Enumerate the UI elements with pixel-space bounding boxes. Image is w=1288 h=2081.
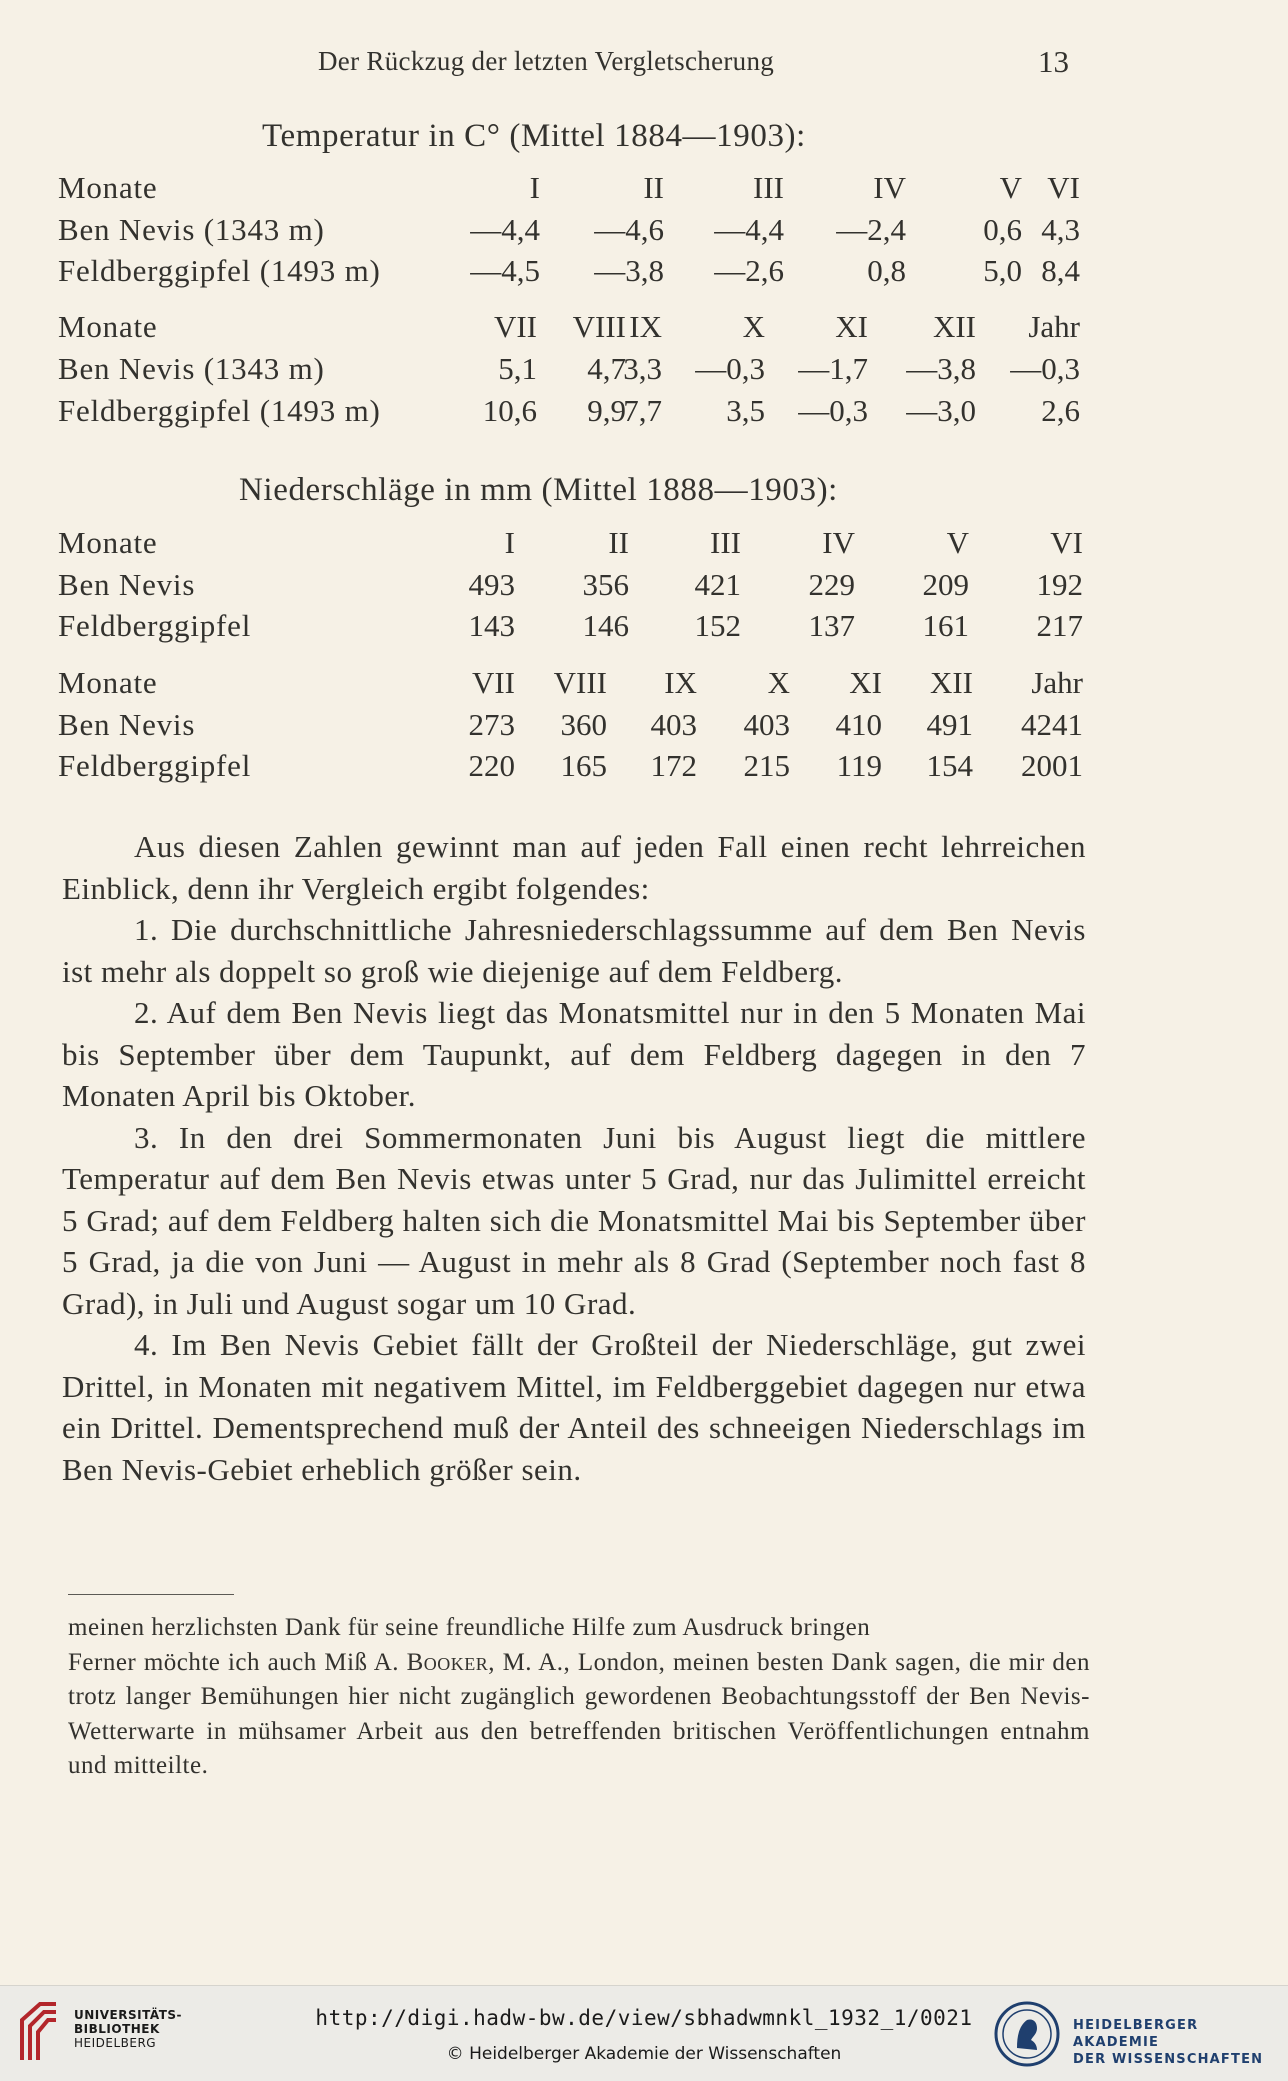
table-row bbox=[0, 393, 1288, 435]
table-cell: —4,4 bbox=[470, 212, 540, 247]
row-label: Ben Nevis bbox=[58, 707, 196, 742]
copyright-text: © Heidelberger Akademie der Wissenschaften bbox=[446, 2044, 842, 2064]
table-row bbox=[0, 707, 1288, 749]
table-cell: X bbox=[742, 309, 765, 344]
temperature-header-row bbox=[0, 309, 1288, 351]
footnote-name: Booker bbox=[406, 1648, 489, 1676]
table-cell: —2,4 bbox=[836, 212, 906, 247]
paragraph: Aus diesen Zahlen gewinnt man auf jeden Fall einen recht lehrreichen Einblick, denn ihr Vergleich ergibt folgendes: bbox=[62, 829, 1086, 906]
table-cell: III bbox=[710, 525, 741, 560]
table-cell: VIII bbox=[553, 665, 607, 700]
table-cell: —4,4 bbox=[714, 212, 784, 247]
table-cell: XI bbox=[835, 309, 868, 344]
table-cell: 0,8 bbox=[867, 253, 906, 288]
table-row bbox=[0, 351, 1288, 393]
table-cell: —0,3 bbox=[1010, 351, 1080, 386]
table-cell: VIII bbox=[572, 309, 626, 344]
table-row bbox=[0, 253, 1288, 295]
table-cell: VII bbox=[493, 309, 537, 344]
table-cell: 229 bbox=[808, 567, 855, 602]
table-cell: —1,7 bbox=[798, 351, 868, 386]
library-name-line: UNIVERSITÄTS- bbox=[74, 2008, 183, 2022]
table-row bbox=[0, 748, 1288, 790]
table-cell: 403 bbox=[650, 707, 697, 742]
running-head bbox=[0, 46, 1288, 86]
table-cell: II bbox=[643, 170, 664, 205]
table-cell: 421 bbox=[694, 567, 741, 602]
precipitation-header-row bbox=[0, 525, 1288, 567]
table-cell: 4241 bbox=[1021, 707, 1083, 742]
table-cell: 4,3 bbox=[1041, 212, 1080, 247]
body-text bbox=[62, 826, 1086, 1490]
footnote-paragraph bbox=[68, 1646, 1090, 1784]
table-cell: 137 bbox=[808, 608, 855, 643]
row-label: Monate bbox=[58, 170, 158, 205]
table-cell: 3,3 bbox=[623, 351, 662, 386]
row-label: Feldberggipfel (1493 m) bbox=[58, 253, 381, 288]
table-cell: 161 bbox=[922, 608, 969, 643]
table-cell: —2,6 bbox=[714, 253, 784, 288]
table-cell: 8,4 bbox=[1041, 253, 1080, 288]
paragraph: 3. In den drei Sommermonaten Juni bis August liegt die mittlere Temperatur auf dem Ben Nevis etwas unter 5 Grad, nur das Julimittel erreicht 5 Grad; auf dem Feldberg halten sich die Monatsmittel Mai bis September über 5 Grad, ja die von Juni — August in mehr als 8 Grad (September noch fast 8 Grad), in Juli und August sogar um 10 Grad. bbox=[62, 1119, 1086, 1321]
table-row bbox=[0, 608, 1288, 650]
table-cell: 5,0 bbox=[983, 253, 1022, 288]
table-cell: III bbox=[753, 170, 784, 205]
table-cell: XII bbox=[932, 309, 976, 344]
footnote-text: Ferner möchte ich auch Miß A. bbox=[68, 1648, 407, 1676]
temperature-header-row bbox=[0, 170, 1288, 212]
row-label: Ben Nevis (1343 m) bbox=[58, 212, 325, 247]
footer-bar bbox=[0, 1985, 1288, 2081]
table-cell: 146 bbox=[582, 608, 629, 643]
table-cell: 172 bbox=[650, 748, 697, 783]
table-cell: 217 bbox=[1036, 608, 1083, 643]
table-cell: IV bbox=[873, 170, 906, 205]
paragraph: 1. Die durchschnittliche Jahresniederschlagssumme auf dem Ben Nevis ist mehr als doppelt so groß wie diejenige auf dem Feldberg. bbox=[62, 912, 1086, 989]
table-cell: 2001 bbox=[1021, 748, 1083, 783]
table-cell: —0,3 bbox=[695, 351, 765, 386]
table-cell: V bbox=[946, 525, 969, 560]
table-cell: 3,5 bbox=[726, 393, 765, 428]
table-cell: 119 bbox=[836, 748, 882, 783]
table-cell: I bbox=[529, 170, 540, 205]
table-cell: —4,5 bbox=[470, 253, 540, 288]
footnote-line: meinen herzlichsten Dank für seine freundliche Hilfe zum Ausdruck bringen bbox=[68, 1614, 871, 1641]
table-cell: IX bbox=[664, 665, 697, 700]
table-cell: XII bbox=[929, 665, 973, 700]
table-cell: 192 bbox=[1036, 567, 1083, 602]
academy-seal-icon bbox=[993, 2000, 1061, 2068]
table-cell: VI bbox=[1047, 170, 1080, 205]
table-cell: VI bbox=[1050, 525, 1083, 560]
table-cell: 4,7 bbox=[587, 351, 626, 386]
table-cell: IX bbox=[629, 309, 662, 344]
table-cell: 403 bbox=[743, 707, 790, 742]
footnote-rule bbox=[68, 1594, 234, 1595]
table-cell: I bbox=[504, 525, 515, 560]
row-label: Ben Nevis (1343 m) bbox=[58, 351, 325, 386]
table-cell: 7,7 bbox=[623, 393, 662, 428]
table-cell: V bbox=[999, 170, 1022, 205]
table-cell: —3,8 bbox=[594, 253, 664, 288]
table-cell: 215 bbox=[743, 748, 790, 783]
table-row bbox=[0, 212, 1288, 254]
row-label: Feldberggipfel bbox=[58, 748, 252, 783]
table-cell: 152 bbox=[694, 608, 741, 643]
table-cell: 2,6 bbox=[1041, 393, 1080, 428]
paragraph: 2. Auf dem Ben Nevis liegt das Monatsmittel nur in den 5 Monaten Mai bis September über dem Taupunkt, auf dem Feldberg dagegen in den 7 Monaten April bis Oktober. bbox=[62, 995, 1086, 1113]
row-label: Feldberggipfel (1493 m) bbox=[58, 393, 381, 428]
table-cell: 0,6 bbox=[983, 212, 1022, 247]
table-cell: 5,1 bbox=[498, 351, 537, 386]
table-cell: 220 bbox=[468, 748, 515, 783]
table-cell: 493 bbox=[468, 567, 515, 602]
precipitation-table-title: Niederschläge in mm (Mittel 1888—1903): bbox=[239, 472, 838, 508]
table-cell: 356 bbox=[582, 567, 629, 602]
table-cell: Jahr bbox=[1028, 309, 1080, 344]
table-cell: 143 bbox=[468, 608, 515, 643]
footnote-text: , M. A., London, meinen besten Dank sagen, die mir den trotz langer Bemühungen hier nicht zugänglich gewordenen Beobachtungsstoff der Ben Nevis-Wetterwarte in mühsamer Arbeit aus den betreffenden britischen Veröffentlichungen entnahm und mitteilte. bbox=[68, 1648, 1090, 1779]
academy-name bbox=[1073, 2017, 1288, 2068]
table-cell: VII bbox=[471, 665, 515, 700]
table-cell: 10,6 bbox=[482, 393, 537, 428]
table-cell: —4,6 bbox=[594, 212, 664, 247]
row-label: Monate bbox=[58, 665, 158, 700]
table-cell: II bbox=[608, 525, 629, 560]
academy-name-line: HEIDELBERGER AKADEMIE bbox=[1073, 2018, 1199, 2050]
page-number: 13 bbox=[1038, 44, 1069, 79]
table-cell: 410 bbox=[835, 707, 882, 742]
table-cell: —3,0 bbox=[906, 393, 976, 428]
temperature-table-title: Temperatur in C° (Mittel 1884—1903): bbox=[262, 118, 806, 154]
paragraph: 4. Im Ben Nevis Gebiet fällt der Großteil der Niederschläge, gut zwei Drittel, in Monaten mit negativem Mittel, im Feldberggebiet dagegen nur etwa ein Drittel. Dementsprechend muß der Anteil des schneeigen Niederschlags im Ben Nevis-Gebiet erheblich größer sein. bbox=[62, 1327, 1086, 1487]
table-cell: IV bbox=[822, 525, 855, 560]
table-cell: Jahr bbox=[1031, 665, 1083, 700]
row-label: Monate bbox=[58, 525, 158, 560]
table-cell: XI bbox=[849, 665, 882, 700]
table-cell: 273 bbox=[468, 707, 515, 742]
table-cell: —0,3 bbox=[798, 393, 868, 428]
permalink-url[interactable]: http://digi.hadw-bw.de/view/sbhadwmnkl_1932_1/0021 bbox=[315, 2006, 973, 2030]
table-cell: 9,9 bbox=[587, 393, 626, 428]
running-title: Der Rückzug der letzten Vergletscherung bbox=[318, 46, 775, 76]
table-cell: —3,8 bbox=[906, 351, 976, 386]
table-row bbox=[0, 567, 1288, 609]
table-cell: 491 bbox=[926, 707, 973, 742]
table-cell: 209 bbox=[922, 567, 969, 602]
row-label: Monate bbox=[58, 309, 158, 344]
table-cell: X bbox=[767, 665, 790, 700]
table-cell: 165 bbox=[560, 748, 607, 783]
footnote bbox=[68, 1611, 1090, 1784]
library-name-line: HEIDELBERG bbox=[74, 2036, 157, 2050]
table-cell: 360 bbox=[560, 707, 607, 742]
table-cell: 154 bbox=[926, 748, 973, 783]
row-label: Feldberggipfel bbox=[58, 608, 252, 643]
row-label: Ben Nevis bbox=[58, 567, 196, 602]
academy-name-line: DER WISSENSCHAFTEN bbox=[1073, 2052, 1264, 2067]
precipitation-header-row bbox=[0, 665, 1288, 707]
library-name-line: BIBLIOTHEK bbox=[74, 2022, 160, 2036]
